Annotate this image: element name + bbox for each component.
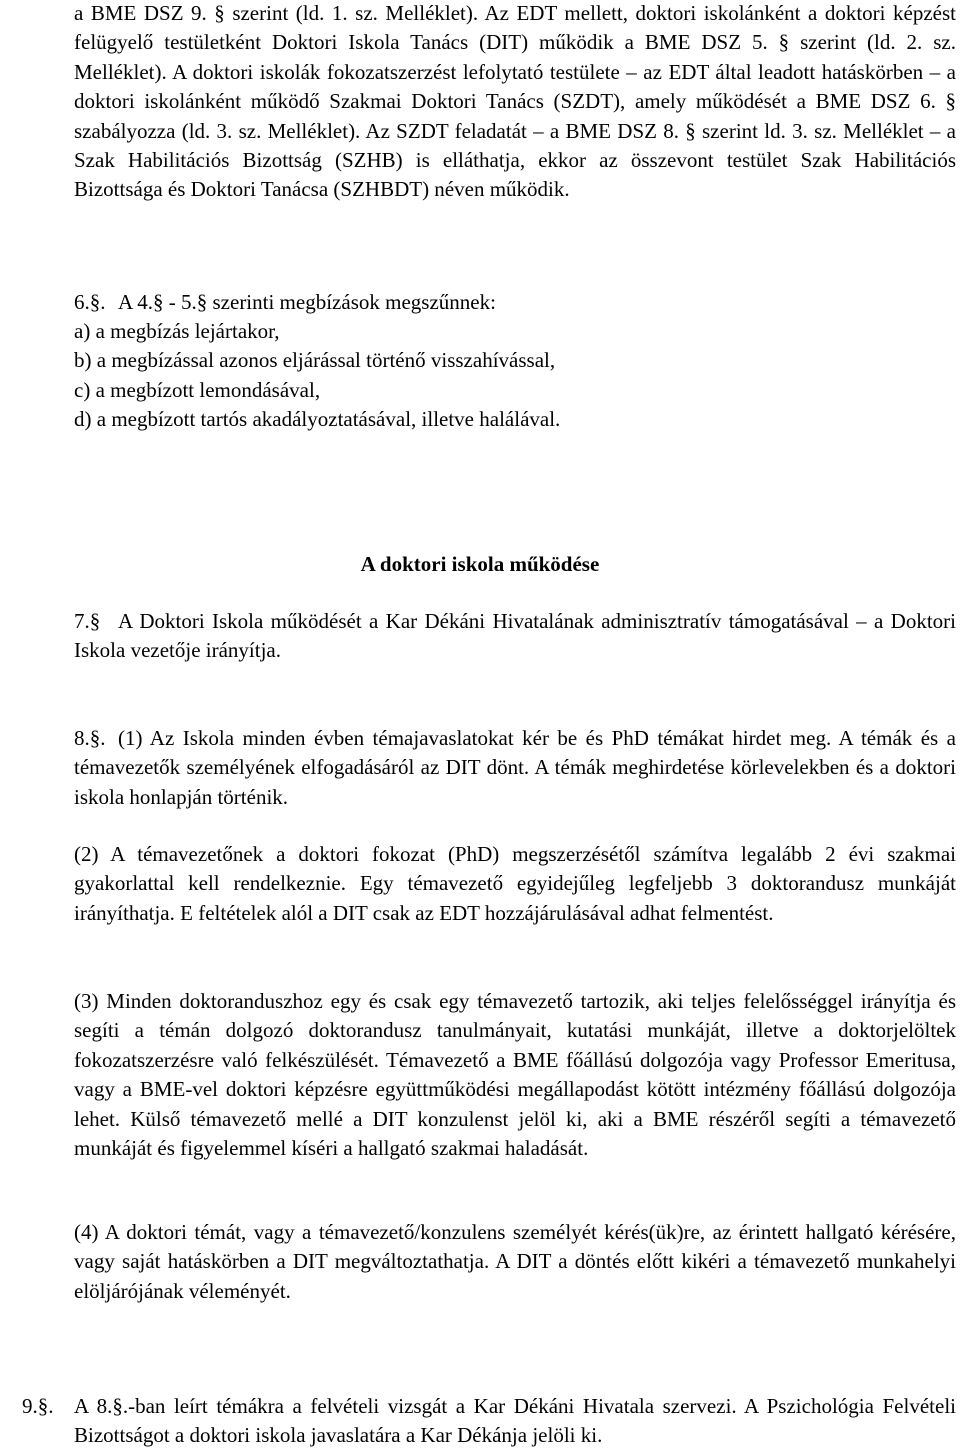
section-8-paragraph-1: (1) Az Iskola minden évben témajavaslatokat kér be és PhD témákat hirdet meg. A témák és a témavezetők személyének elfogadásáról az DIT dönt. A témák meghirdetése körlevelekben és a doktori iskola honlapján történik. bbox=[74, 726, 956, 809]
list-item: b) a megbízással azonos eljárással történő visszahívással, bbox=[74, 348, 556, 373]
intro-paragraph: a BME DSZ 9. § szerint (ld. 1. sz. Melléklet). Az EDT mellett, doktori iskolánként a doktori képzést felügyelő testületként Doktori Iskola Tanács (DIT) működik a BME DSZ 5. § szerint (ld. 2. sz. Melléklet). A doktori iskolák fokozatszerzést lefolytató testülete – az EDT által leadott hatáskörben – a doktori iskolánként működő Szakmai Doktori Tanács (SZDT), amely működését a BME DSZ 6. § szabályozza (ld. 3. sz. Melléklet). Az SZDT feladatát – a BME DSZ 8. § szerint ld. 3. sz. Melléklet – a Szak Habilitációs Bizottság (SZHB) is elláthatja, ekkor az összevont testület Szak Habilitációs Bizottsága és Doktori Tanácsa (SZHBDT) néven működik. bbox=[74, 1, 956, 202]
section-8-paragraph-4: (4) A doktori témát, vagy a témavezető/konzulens személyét kérés(ük)re, az érintett hallgató kérésére, vagy saját hatáskörben a DIT megváltoztathatja. A DIT a döntés előtt kikéri a témavezető munkahelyi elöljárójának véleményét. bbox=[74, 1220, 956, 1303]
section-8-paragraph-3: (3) Minden doktoranduszhoz egy és csak egy témavezető tartozik, aki teljes felelősséggel irányítja és segíti a témán dolgozó doktorandusz tanulmányait, kutatási munkáját, illetve a doktorjelöltek fokozatszerzésre való felkészülését. Témavezető a BME főállású dolgozója vagy Professor Emeritusa, vagy a BME-vel doktori képzésre együttműködési megállapodást kötött intézmény főállású dolgozója lehet. Külső témavezető mellé a DIT konzulenst jelöl ki, aki a BME részéről segíti a témavezető munkáját és figyelemmel kíséri a hallgató szakmai haladását. bbox=[74, 989, 956, 1161]
section-9-number: 9.§. bbox=[22, 1394, 54, 1418]
section-7-text: A Doktori Iskola működését a Kar Dékáni Hivatalának adminisztratív támogatásával – a Doktori Iskola vezetője irányítja. bbox=[74, 609, 956, 663]
section-6-intro: A 4.§ - 5.§ szerinti megbízások megszűnnek: bbox=[118, 290, 496, 314]
section-8-number: 8.§. bbox=[74, 726, 106, 750]
section-6-list bbox=[74, 317, 956, 435]
section-6-number: 6.§. bbox=[74, 290, 106, 314]
section-9-text: A 8.§.-ban leírt témákra a felvételi vizsgát a Kar Dékáni Hivatala szervezi. A Pszichológia Felvételi Bizottságot a doktori iskola javaslatára a Kar Dékánja jelöli ki. bbox=[74, 1394, 956, 1448]
section-8-paragraph-2: (2) A témavezetőnek a doktori fokozat (PhD) megszerzésétől számítva legalább 2 évi szakmai gyakorlattal kell rendelkeznie. Egy témavezető egyidejűleg legfeljebb 3 doktorandusz munkáját irányíthatja. E feltételek alól a DIT csak az EDT hozzájárulásával adhat felmentést. bbox=[74, 842, 956, 925]
list-item: d) a megbízott tartós akadályoztatásával, illetve halálával. bbox=[74, 407, 561, 432]
section-7-number: 7.§ bbox=[74, 609, 101, 633]
section-6-body bbox=[118, 288, 956, 317]
section-heading: A doktori iskola működése bbox=[360, 552, 600, 576]
list-item: a) a megbízás lejártakor, bbox=[74, 319, 280, 343]
list-item: c) a megbízott lemondásával, bbox=[74, 377, 321, 402]
